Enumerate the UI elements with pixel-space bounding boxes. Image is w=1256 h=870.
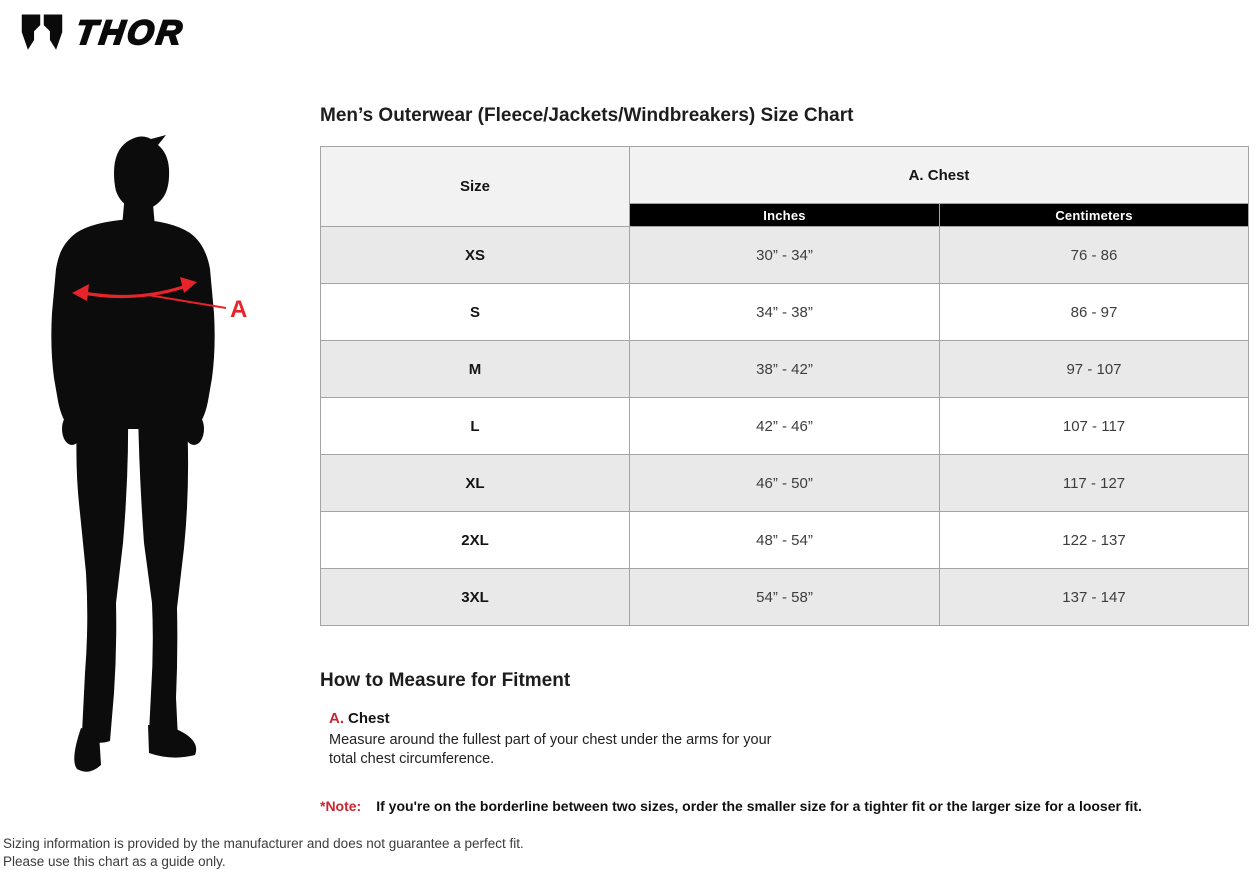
measure-item-letter: A.: [329, 710, 344, 727]
measure-item-chest: [329, 710, 774, 769]
cm-cell: 117 - 127: [940, 455, 1249, 512]
cm-cell: 97 - 107: [940, 341, 1249, 398]
size-cell: 3XL: [321, 569, 630, 626]
inches-cell: 34” - 38”: [630, 284, 940, 341]
inches-cell: 30” - 34”: [630, 227, 940, 284]
size-cell: L: [321, 398, 630, 455]
measure-item-description: Measure around the fullest part of your chest under the arms for your total chest circumference.: [329, 732, 772, 767]
size-cell: S: [321, 284, 630, 341]
male-silhouette: [51, 135, 214, 772]
chest-group-header: A. Chest: [630, 147, 1249, 204]
disclaimer-line-2: Please use this chart as a guide only.: [3, 853, 226, 869]
note-label: *Note:: [320, 798, 362, 814]
header-row: [321, 147, 1249, 204]
table-row-3xl: [321, 569, 1249, 626]
cm-cell: 107 - 117: [940, 398, 1249, 455]
size-cell: XS: [321, 227, 630, 284]
size-chart-table: [320, 146, 1249, 626]
disclaimer-line-1: Sizing information is provided by the manufacturer and does not guarantee a perfect fit.: [3, 836, 524, 851]
table-row-2xl: [321, 512, 1249, 569]
measurement-label-a: A: [230, 296, 248, 323]
centimeters-column-header: Centimeters: [940, 204, 1249, 227]
table-row-xs: [321, 227, 1249, 284]
size-cell: XL: [321, 455, 630, 512]
measure-item-name: Chest: [348, 710, 390, 727]
sizing-note: [320, 798, 1142, 814]
thor-logo-text: THOR: [73, 14, 187, 52]
cm-cell: 86 - 97: [940, 284, 1249, 341]
inches-cell: 54” - 58”: [630, 569, 940, 626]
inches-cell: 48” - 54”: [630, 512, 940, 569]
size-chart-title: Men’s Outerwear (Fleece/Jackets/Windbreakers) Size Chart: [320, 105, 854, 126]
inches-cell: 38” - 42”: [630, 341, 940, 398]
footer-disclaimer: [3, 835, 524, 870]
thor-logo: [20, 8, 187, 58]
table-row-xl: [321, 455, 1249, 512]
table-row-m: [321, 341, 1249, 398]
cm-cell: 122 - 137: [940, 512, 1249, 569]
inches-cell: 42” - 46”: [630, 398, 940, 455]
cm-cell: 137 - 147: [940, 569, 1249, 626]
note-text: If you're on the borderline between two sizes, order the smaller size for a tighter fit or the larger size for a looser fit.: [376, 798, 1142, 814]
table-row-s: [321, 284, 1249, 341]
how-to-measure-heading: How to Measure for Fitment: [320, 670, 571, 691]
measure-item-label: [329, 710, 774, 727]
size-cell: 2XL: [321, 512, 630, 569]
inches-column-header: Inches: [630, 204, 940, 227]
thor-emblem-icon: [20, 10, 64, 56]
size-column-header: Size: [321, 147, 630, 227]
inches-cell: 46” - 50”: [630, 455, 940, 512]
cm-cell: 76 - 86: [940, 227, 1249, 284]
table-row-l: [321, 398, 1249, 455]
male-silhouette-diagram: [28, 133, 260, 785]
size-cell: M: [321, 341, 630, 398]
